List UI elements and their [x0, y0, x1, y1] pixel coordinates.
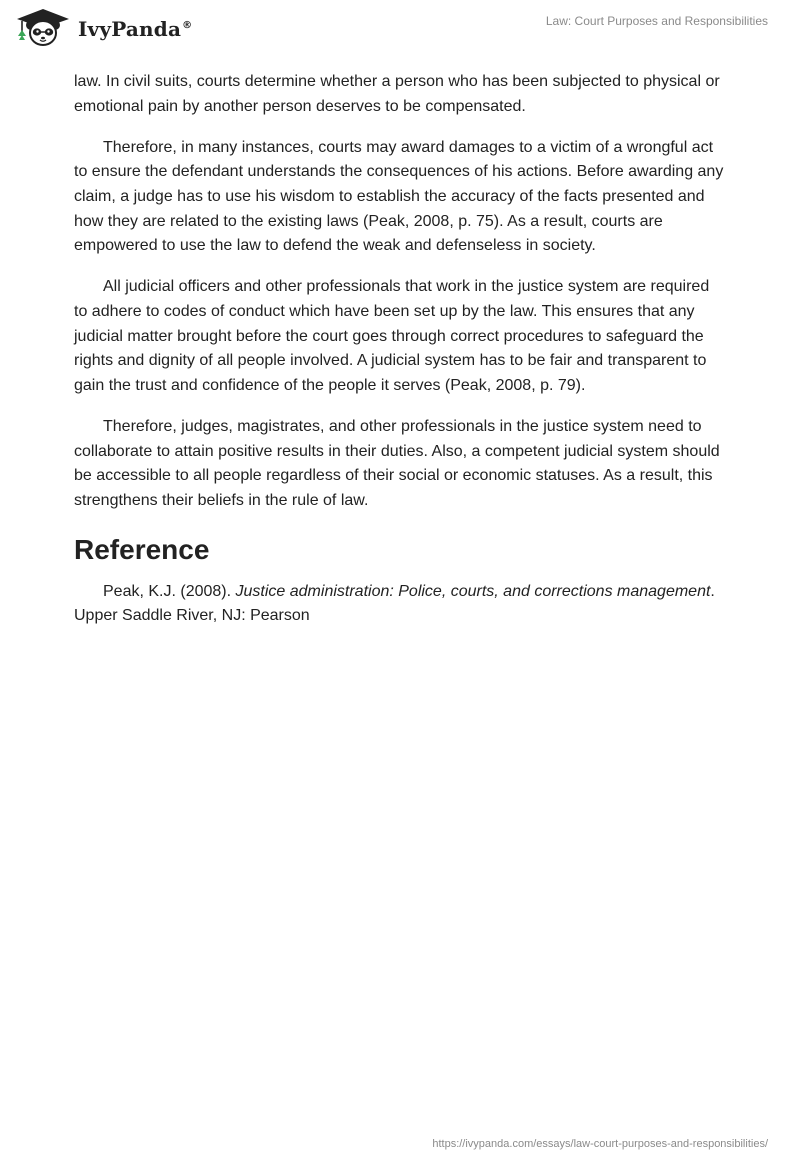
reference-title: Justice administration: Police, courts, and corrections management [235, 582, 711, 600]
document-title: Law: Court Purposes and Responsibilities [545, 14, 768, 28]
page-header [0, 0, 800, 70]
source-url[interactable]: https://ivypanda.com/essays/law-court-purposes-and-responsibilities/ [432, 1138, 768, 1150]
essay-body [74, 70, 724, 646]
paragraph: law. In civil suits, courts determine whether a person who has been subjected to physical or emotional pain by another person deserves to be compensated. [74, 73, 720, 115]
reference-entry [74, 580, 724, 629]
paragraph: All judicial officers and other professionals that work in the justice system are required to adhere to codes of conduct which have been set up by the law. This ensures that any judicial matter brought before the court goes through correct procedures to safeguard the rights and dignity of all people involved. A judicial system has to be fair and transparent to gain the trust and confidence of the people it serves (Peak, 2008, p. 79). [74, 278, 710, 394]
reference-publisher: . Upper Saddle River, NJ: Pearson [74, 582, 715, 625]
panda-graduation-cap-icon [14, 8, 72, 48]
reference-heading: Reference [74, 533, 210, 565]
registered-mark: ® [182, 20, 193, 32]
logo-wordmark: IvyPanda® [78, 17, 193, 41]
paragraph: Therefore, judges, magistrates, and other professionals in the justice system need to collaborate to attain positive results in their duties. Also, a competent judicial system should be accessible to all people regardless of their social or economic statuses. As a result, this strengthens their beliefs in the rule of law. [74, 417, 720, 509]
paragraph: Therefore, in many instances, courts may award damages to a victim of a wrongful act to ensure the defendant understands the consequences of his actions. Before awarding any claim, a judge has to use his wisdom to establish the accuracy of the facts presented and how they are related to the existing laws (Peak, 2008, p. 75). As a result, courts are empowered to use the law to defend the weak and defenseless in society. [74, 138, 724, 255]
ivypanda-logo[interactable] [14, 8, 192, 48]
reference-authors: Peak, K.J. (2008). [103, 582, 236, 600]
